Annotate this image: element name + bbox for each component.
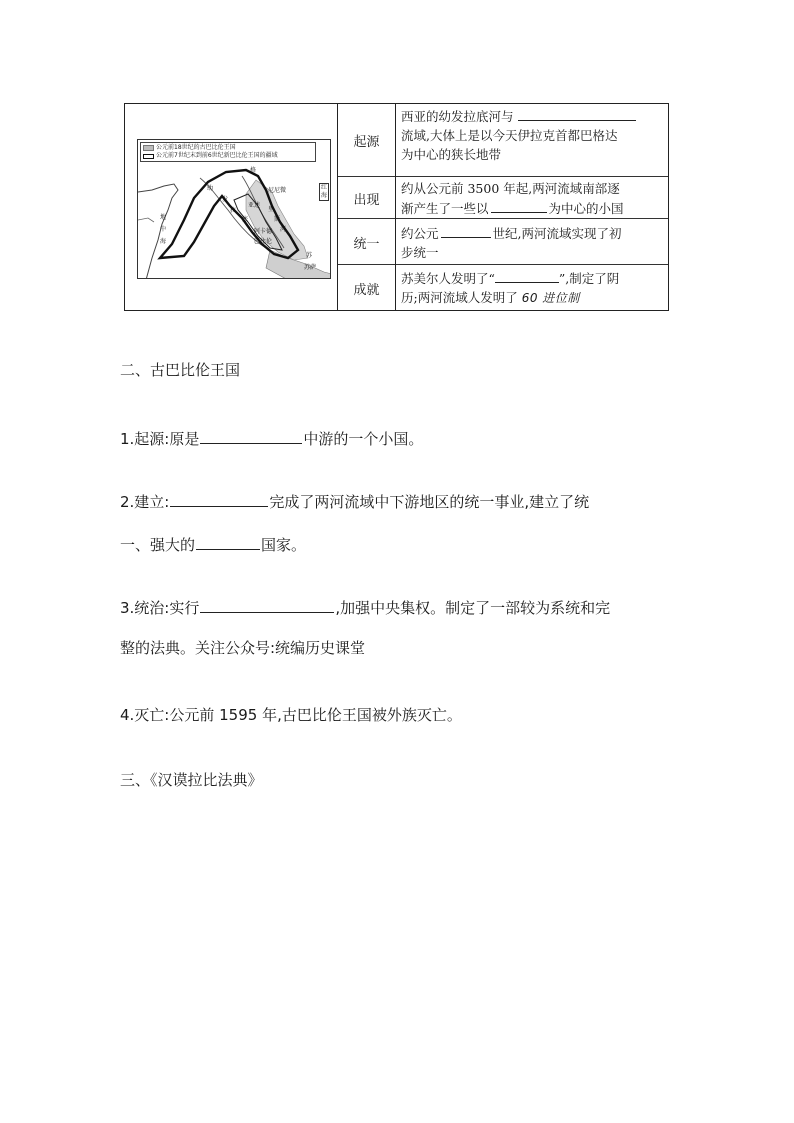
achieve-blank bbox=[495, 268, 559, 283]
map-label-babylon: 巴比伦 bbox=[254, 238, 273, 245]
legend-swatch-outline bbox=[143, 154, 154, 159]
map-label-med-1: 地 bbox=[160, 214, 167, 221]
unify-line-2: 步统一 bbox=[401, 245, 439, 260]
unify-text bbox=[401, 223, 664, 262]
achieve-line-1-post: ”,制定了阴 bbox=[558, 271, 620, 286]
item-rule-pre: 3.统治:实行 bbox=[120, 599, 200, 617]
item-establish-post: 完成了两河流域中下游地区的统一事业,建立了统 bbox=[269, 493, 590, 511]
content-row-origin bbox=[396, 104, 668, 177]
item-rule-line-2: 整的法典。关注公众号:统编历史课堂 bbox=[120, 639, 366, 657]
achieve-line-1 bbox=[401, 268, 664, 288]
section-2-heading: 二、古巴比伦王国 bbox=[120, 361, 241, 379]
unify-line-1-post: 世纪,两河流域实现了初 bbox=[492, 226, 622, 241]
label-unify: 统一 bbox=[353, 237, 380, 252]
origin-line-1 bbox=[401, 106, 664, 126]
item-establish-line2-pre: 一、强大的 bbox=[120, 536, 196, 554]
origin-line-2: 流域,大体上是以今天伊拉克首都巴格达 bbox=[401, 128, 618, 143]
item-rule-line-1 bbox=[120, 596, 610, 618]
map-label-assur: 亚述 bbox=[248, 202, 261, 209]
item-origin-post: 中游的一个小国。 bbox=[303, 430, 424, 448]
section-3-heading: 三、《汉谟拉比法典》 bbox=[120, 771, 263, 789]
map-label-su: 苏 bbox=[306, 252, 313, 259]
map-label-med-3: 海 bbox=[160, 238, 167, 245]
item-origin-pre: 1.起源:原是 bbox=[120, 430, 200, 448]
legend-entry-old bbox=[143, 144, 313, 152]
appear-line-1: 约从公元前 3500 年起,两河流域南部逐 bbox=[401, 181, 620, 196]
history-summary-table bbox=[124, 103, 669, 311]
unify-blank bbox=[441, 223, 491, 238]
item-establish-line2-post: 国家。 bbox=[261, 536, 307, 554]
map-label-med-2: 中 bbox=[160, 226, 167, 233]
item-origin-blank bbox=[200, 427, 302, 444]
appear-line-2-post: 为中心的小国 bbox=[548, 201, 624, 216]
appear-line-2-pre: 渐产生了一些以 bbox=[401, 201, 489, 216]
item-rule-blank bbox=[200, 596, 334, 613]
origin-line-1-text: 西亚的幼发拉底河与 bbox=[401, 109, 514, 124]
map-label-tigris-1: 格 bbox=[250, 167, 257, 174]
map-label-euph-4: 底 bbox=[242, 216, 249, 223]
map-cell bbox=[125, 104, 338, 310]
label-row-origin bbox=[338, 104, 395, 177]
legend-text-old: 公元前18世纪的古巴比伦王国 bbox=[156, 144, 236, 151]
label-origin: 起源 bbox=[353, 135, 380, 150]
table-label-column bbox=[338, 104, 396, 310]
item-rule-post: ,加强中央集权。制定了一部较为系统和完 bbox=[335, 599, 611, 617]
label-appear: 出现 bbox=[353, 193, 380, 208]
map-label-tigris-2: 里 bbox=[268, 206, 275, 213]
achieve-handwritten-answer: 60 进位制 bbox=[521, 291, 580, 305]
content-row-unify bbox=[396, 219, 668, 265]
content-row-appear bbox=[396, 177, 668, 219]
appear-line-2 bbox=[401, 198, 664, 218]
origin-line-3: 为中心的狭长地带 bbox=[401, 147, 502, 162]
map-label-river: 河 bbox=[280, 226, 287, 233]
map-label-red-sea: 红 海 bbox=[321, 184, 328, 199]
origin-text bbox=[401, 106, 664, 164]
item-establish-blank-2 bbox=[196, 533, 260, 550]
item-establish-line-1 bbox=[120, 490, 589, 512]
label-row-unify bbox=[338, 219, 395, 265]
map-label-euph-2: 发 bbox=[222, 196, 229, 203]
map-label-nineveh: 尼尼微 bbox=[268, 187, 287, 194]
map-label-tigris-3: 斯 bbox=[274, 216, 281, 223]
item-establish-blank-1 bbox=[170, 490, 268, 507]
item-origin bbox=[120, 427, 423, 449]
map-legend bbox=[140, 142, 316, 162]
map-label-susa: 苏萨 bbox=[304, 264, 317, 271]
map-label-euph-3: 拉 bbox=[230, 207, 237, 214]
label-achieve: 成就 bbox=[353, 283, 380, 298]
achieve-line-2-pre: 历;两河流域人发明了 bbox=[401, 290, 518, 305]
map-label-akkad: 阿卡德 bbox=[254, 228, 273, 235]
item-establish-line-2 bbox=[120, 533, 306, 555]
appear-text bbox=[401, 179, 664, 218]
content-row-achieve bbox=[396, 265, 668, 310]
item-establish-pre: 2.建立: bbox=[120, 493, 170, 511]
legend-entry-new bbox=[143, 152, 313, 160]
appear-blank bbox=[491, 198, 547, 213]
table-content-column bbox=[396, 104, 668, 310]
achieve-line-2 bbox=[401, 288, 664, 308]
map-label-euph-1: 幼 bbox=[207, 185, 214, 192]
achieve-text bbox=[401, 268, 664, 308]
origin-blank bbox=[518, 106, 636, 121]
label-row-appear bbox=[338, 177, 395, 219]
item-fall: 4.灭亡:公元前 1595 年,古巴比伦王国被外族灭亡。 bbox=[120, 706, 462, 724]
achieve-line-1-pre: 苏美尔人发明了“ bbox=[401, 271, 495, 286]
legend-text-new: 公元前7世纪末到前6世纪新巴比伦王国的疆域 bbox=[156, 152, 278, 159]
mesopotamia-map bbox=[137, 139, 331, 279]
unify-line-1-pre: 约公元 bbox=[401, 226, 439, 241]
label-row-achieve bbox=[338, 265, 395, 310]
unify-line-1 bbox=[401, 223, 664, 243]
legend-swatch-shaded bbox=[143, 145, 154, 151]
